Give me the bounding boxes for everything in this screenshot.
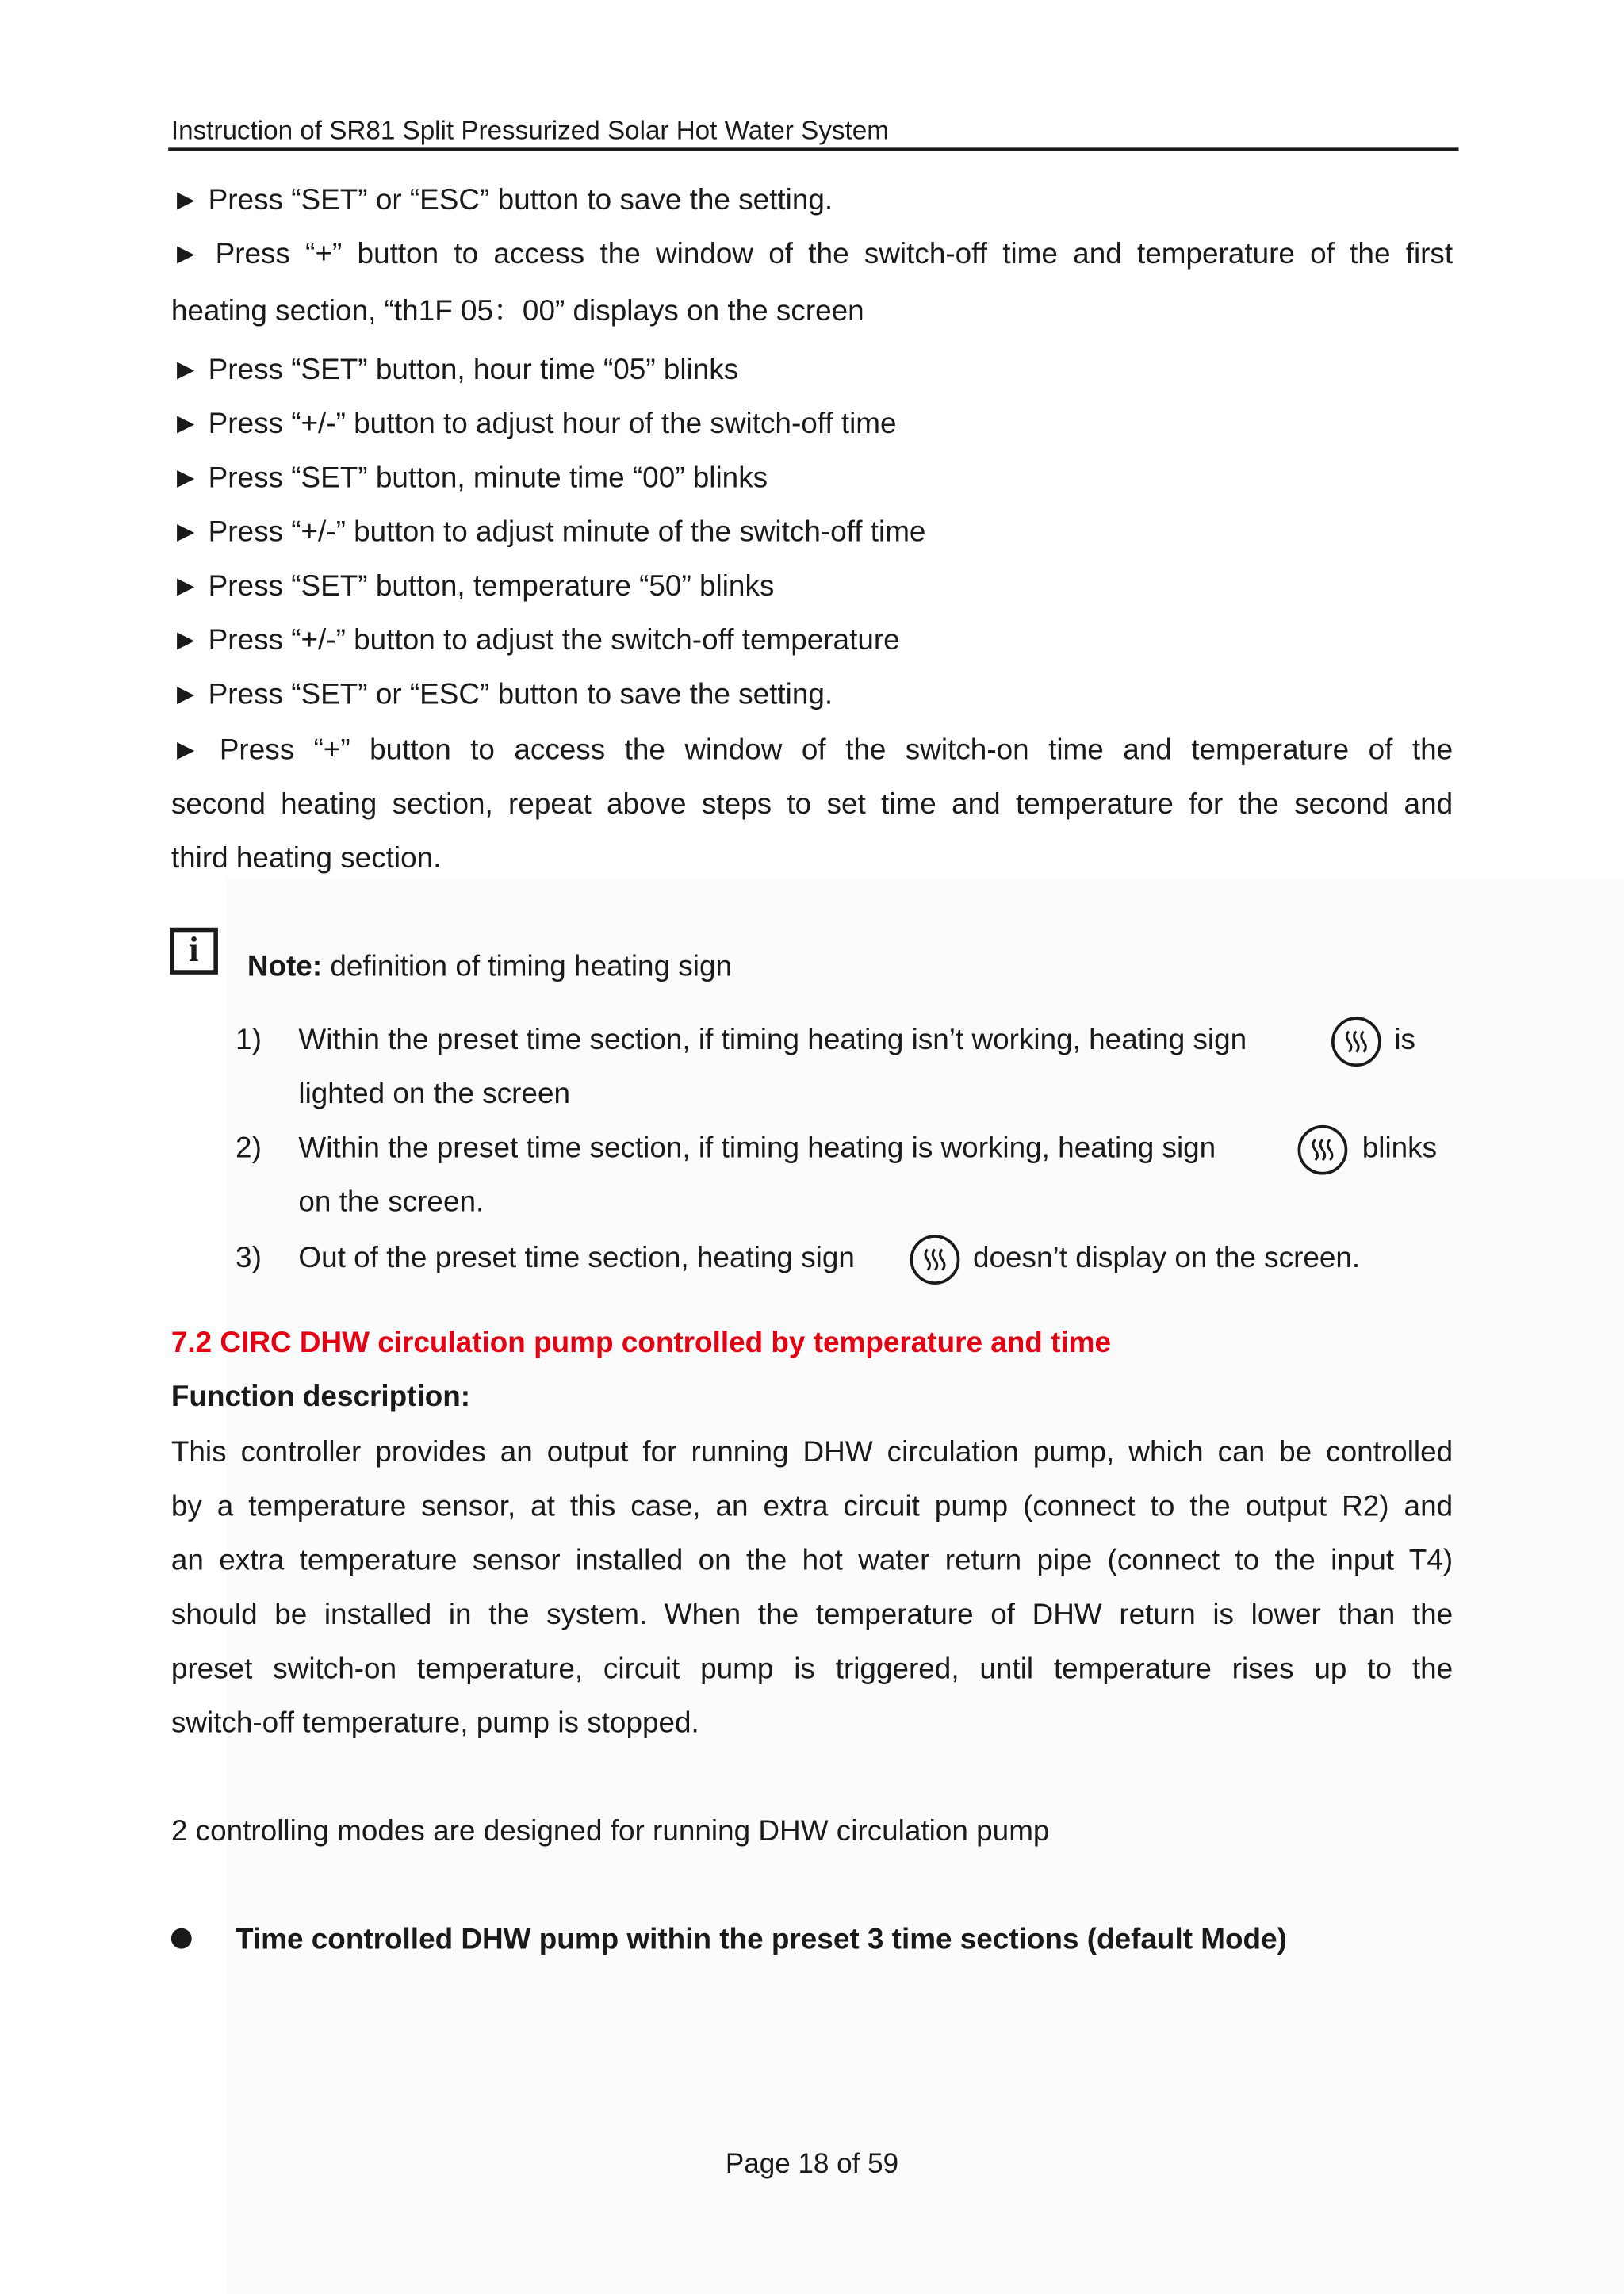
note-item-text: Out of the preset time section, heating sign <box>298 1242 855 1275</box>
note-item-text: Within the preset time section, if timing heating is working, heating sign <box>298 1132 1216 1165</box>
step-line: second heating section, repeat above steps to set time and temperature for the second and <box>170 788 1454 821</box>
note-item-continuation: on the screen. <box>298 1186 485 1219</box>
section-heading: 7.2 CIRC DHW circulation pump controlled by temperature and time <box>170 1327 1111 1360</box>
heating-sign-icon <box>910 1235 960 1285</box>
note-text: definition of timing heating sign <box>322 951 733 983</box>
bullet-dot-icon <box>171 1928 192 1949</box>
step-line: ► Press “SET” or “ESC” button to save the setting. <box>170 679 833 711</box>
heating-sign-icon <box>1298 1125 1348 1175</box>
step-line: ► Press “+/-” button to adjust hour of the switch-off time <box>170 408 897 441</box>
step-line: ► Press “SET” button, hour time “05” blinks <box>170 354 739 387</box>
paragraph-line: preset switch-on temperature, circuit pump is triggered, until temperature rises up to the <box>170 1653 1454 1686</box>
step-line: ► Press “SET” button, minute time “00” blinks <box>170 462 768 495</box>
function-description-heading: Function description: <box>170 1381 471 1414</box>
paragraph-line: an extra temperature sensor installed on the hot water return pipe (connect to the input T4) <box>170 1545 1454 1577</box>
note-heading <box>247 949 732 984</box>
step-line: ► Press “+/-” button to adjust the switch-off temperature <box>170 624 900 657</box>
modes-intro: 2 controlling modes are designed for running DHW circulation pump <box>170 1815 1050 1848</box>
note-label: Note: <box>247 951 323 983</box>
note-item-continuation: lighted on the screen <box>298 1078 570 1111</box>
note-item-number: 1) <box>236 1024 262 1057</box>
step-line: heating section, “th1F 05：00” displays on the screen <box>170 295 864 328</box>
step-line: ► Press “+” button to access the window of the switch-off time and temperature of the first <box>170 238 1454 271</box>
note-item-number: 2) <box>236 1132 262 1165</box>
note-item-text: blinks <box>1362 1132 1438 1165</box>
info-icon: i <box>170 928 218 975</box>
note-item-text: Within the preset time section, if timing heating isn’t working, heating sign <box>298 1024 1247 1057</box>
paragraph-line: This controller provides an output for running DHW circulation pump, which can be controlled <box>170 1436 1454 1469</box>
step-line: ► Press “+/-” button to adjust minute of the switch-off time <box>170 516 926 549</box>
header-title: Instruction of SR81 Split Pressurized Solar Hot Water System <box>170 115 889 145</box>
paragraph-line: should be installed in the system. When the temperature of DHW return is lower than the <box>170 1599 1454 1632</box>
paragraph-line: switch-off temperature, pump is stopped. <box>170 1707 699 1740</box>
step-line: third heating section. <box>170 842 442 875</box>
page-number: Page 18 of 59 <box>725 2149 899 2181</box>
note-item-text: doesn’t display on the screen. <box>972 1242 1361 1275</box>
note-item-text: is <box>1394 1024 1415 1057</box>
mode-bullet-text: Time controlled DHW pump within the preset 3 time sections (default Mode) <box>236 1924 1287 1956</box>
heating-sign-icon <box>1331 1017 1381 1067</box>
header-rule <box>168 147 1458 151</box>
step-line: ► Press “SET” or “ESC” button to save the setting. <box>170 184 833 217</box>
step-line: ► Press “SET” button, temperature “50” blinks <box>170 570 775 603</box>
note-item-number: 3) <box>236 1242 262 1275</box>
paragraph-line: by a temperature sensor, at this case, an extra circuit pump (connect to the output R2) and <box>170 1491 1454 1523</box>
step-line: ► Press “+” button to access the window of the switch-on time and temperature of the <box>170 734 1454 767</box>
